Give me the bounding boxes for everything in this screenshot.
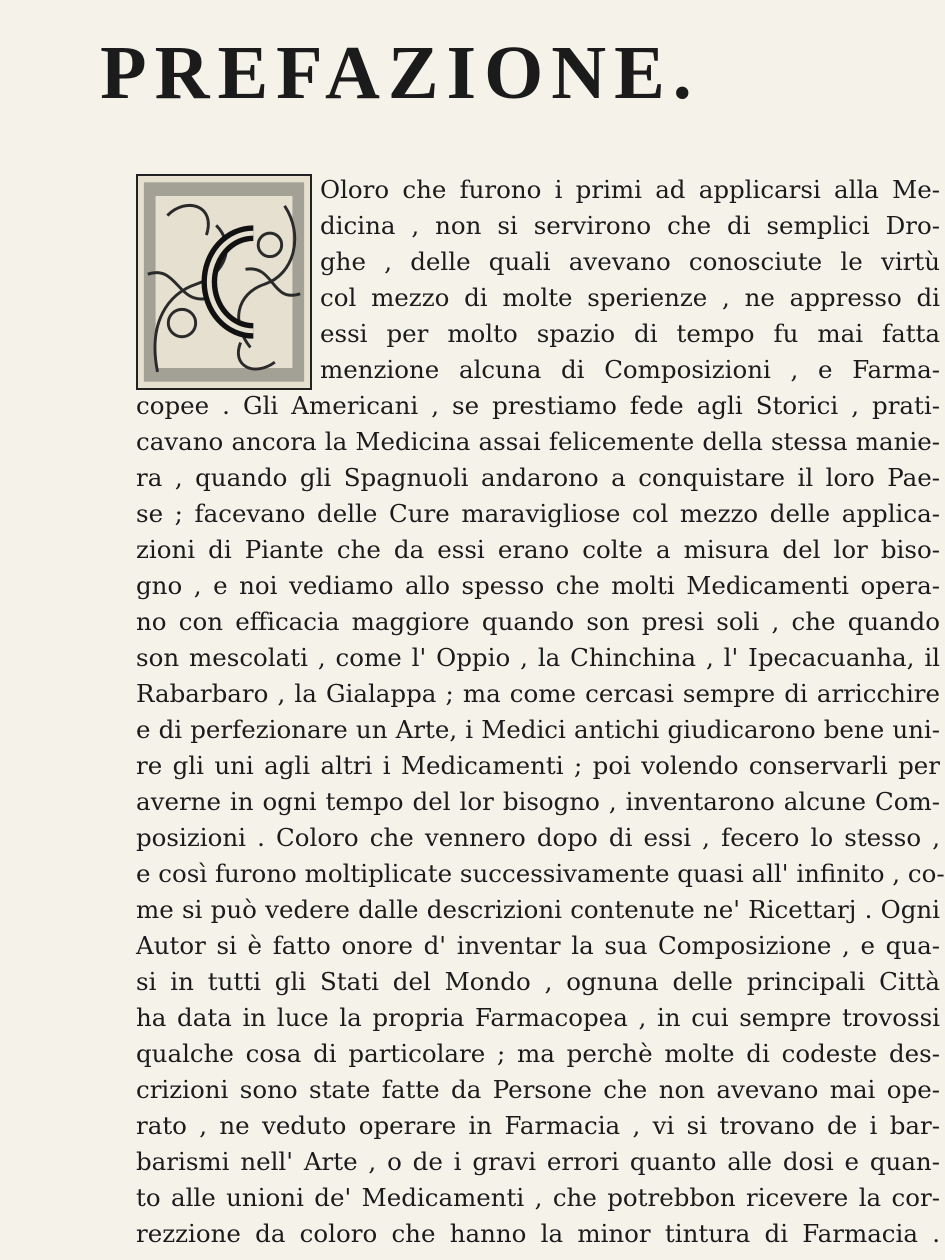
text-line: cavano ancora la Medicina assai felicemente della stessa manie- [136, 427, 940, 456]
ornate-initial-c-icon [136, 174, 312, 390]
text-line: ra , quando gli Spagnuoli andarono a conquistare il loro Pae- [136, 463, 940, 492]
text-line: dicina , non si servirono che di semplici Dro- [320, 211, 940, 240]
text-line: e di perfezionare un Arte, i Medici antichi giudicarono bene uni- [136, 715, 940, 744]
text-line: rato , ne veduto operare in Farmacia , vi si trovano de i bar- [136, 1111, 940, 1140]
ornate-initial-c-graphic [138, 176, 310, 388]
text-line: to alle unioni de' Medicamenti , che potrebbon ricevere la cor- [136, 1183, 940, 1212]
text-line: me si può vedere dalle descrizioni contenute ne' Ricettarj . Ogni [136, 895, 940, 924]
text-line: posizioni . Coloro che vennero dopo di essi , fecero lo stesso , [136, 823, 940, 852]
text-line: gno , e noi vediamo allo spesso che molti Medicamenti opera- [136, 571, 940, 600]
text-line: se ; facevano delle Cure maravigliose col mezzo delle applica- [136, 499, 940, 528]
text-line: si in tutti gli Stati del Mondo , ognuna delle principali Città [136, 967, 940, 996]
text-line: Autor si è fatto onore d' inventar la sua Composizione , e qua- [136, 931, 940, 960]
text-line: zioni di Piante che da essi erano colte a misura del lor biso- [136, 535, 940, 564]
text-line: essi per molto spazio di tempo fu mai fatta [320, 319, 940, 348]
text-line: barismi nell' Arte , o de i gravi errori quanto alle dosi e quan- [136, 1147, 940, 1176]
text-line: son mescolati , come l' Oppio , la Chinchina , l' Ipecacuanha, il [136, 643, 940, 672]
text-line: e così furono moltiplicate successivamente quasi all' infinito , co- [136, 859, 945, 888]
text-line: no con efficacia maggiore quando son presi soli , che quando [136, 607, 940, 636]
text-line: ha data in luce la propria Farmacopea , in cui sempre trovossi [136, 1003, 940, 1032]
text-line: qualche cosa di particolare ; ma perchè molte di codeste des- [136, 1039, 940, 1068]
text-line: rezzione da coloro che hanno la minor tintura di Farmacia . [136, 1219, 940, 1248]
text-line: col mezzo di molte sperienze , ne appresso di [320, 283, 940, 312]
text-line: ghe , delle quali avevano conosciute le virtù [320, 247, 940, 276]
text-line: averne in ogni tempo del lor bisogno , inventarono alcune Com- [136, 787, 940, 816]
text-line: Oloro che furono i primi ad applicarsi alla Me- [320, 175, 940, 204]
text-line: crizioni sono state fatte da Persone che non avevano mai ope- [136, 1075, 940, 1104]
text-line: re gli uni agli altri i Medicamenti ; poi volendo conservarli per [136, 751, 940, 780]
text-line: menzione alcuna di Composizioni , e Farma- [320, 355, 940, 384]
page-title: PREFAZIONE. [100, 31, 700, 115]
text-line: copee . Gli Americani , se prestiamo fede agli Storici , prati- [136, 391, 940, 420]
text-line: Rabarbaro , la Gialappa ; ma come cercasi sempre di arricchire [136, 679, 940, 708]
